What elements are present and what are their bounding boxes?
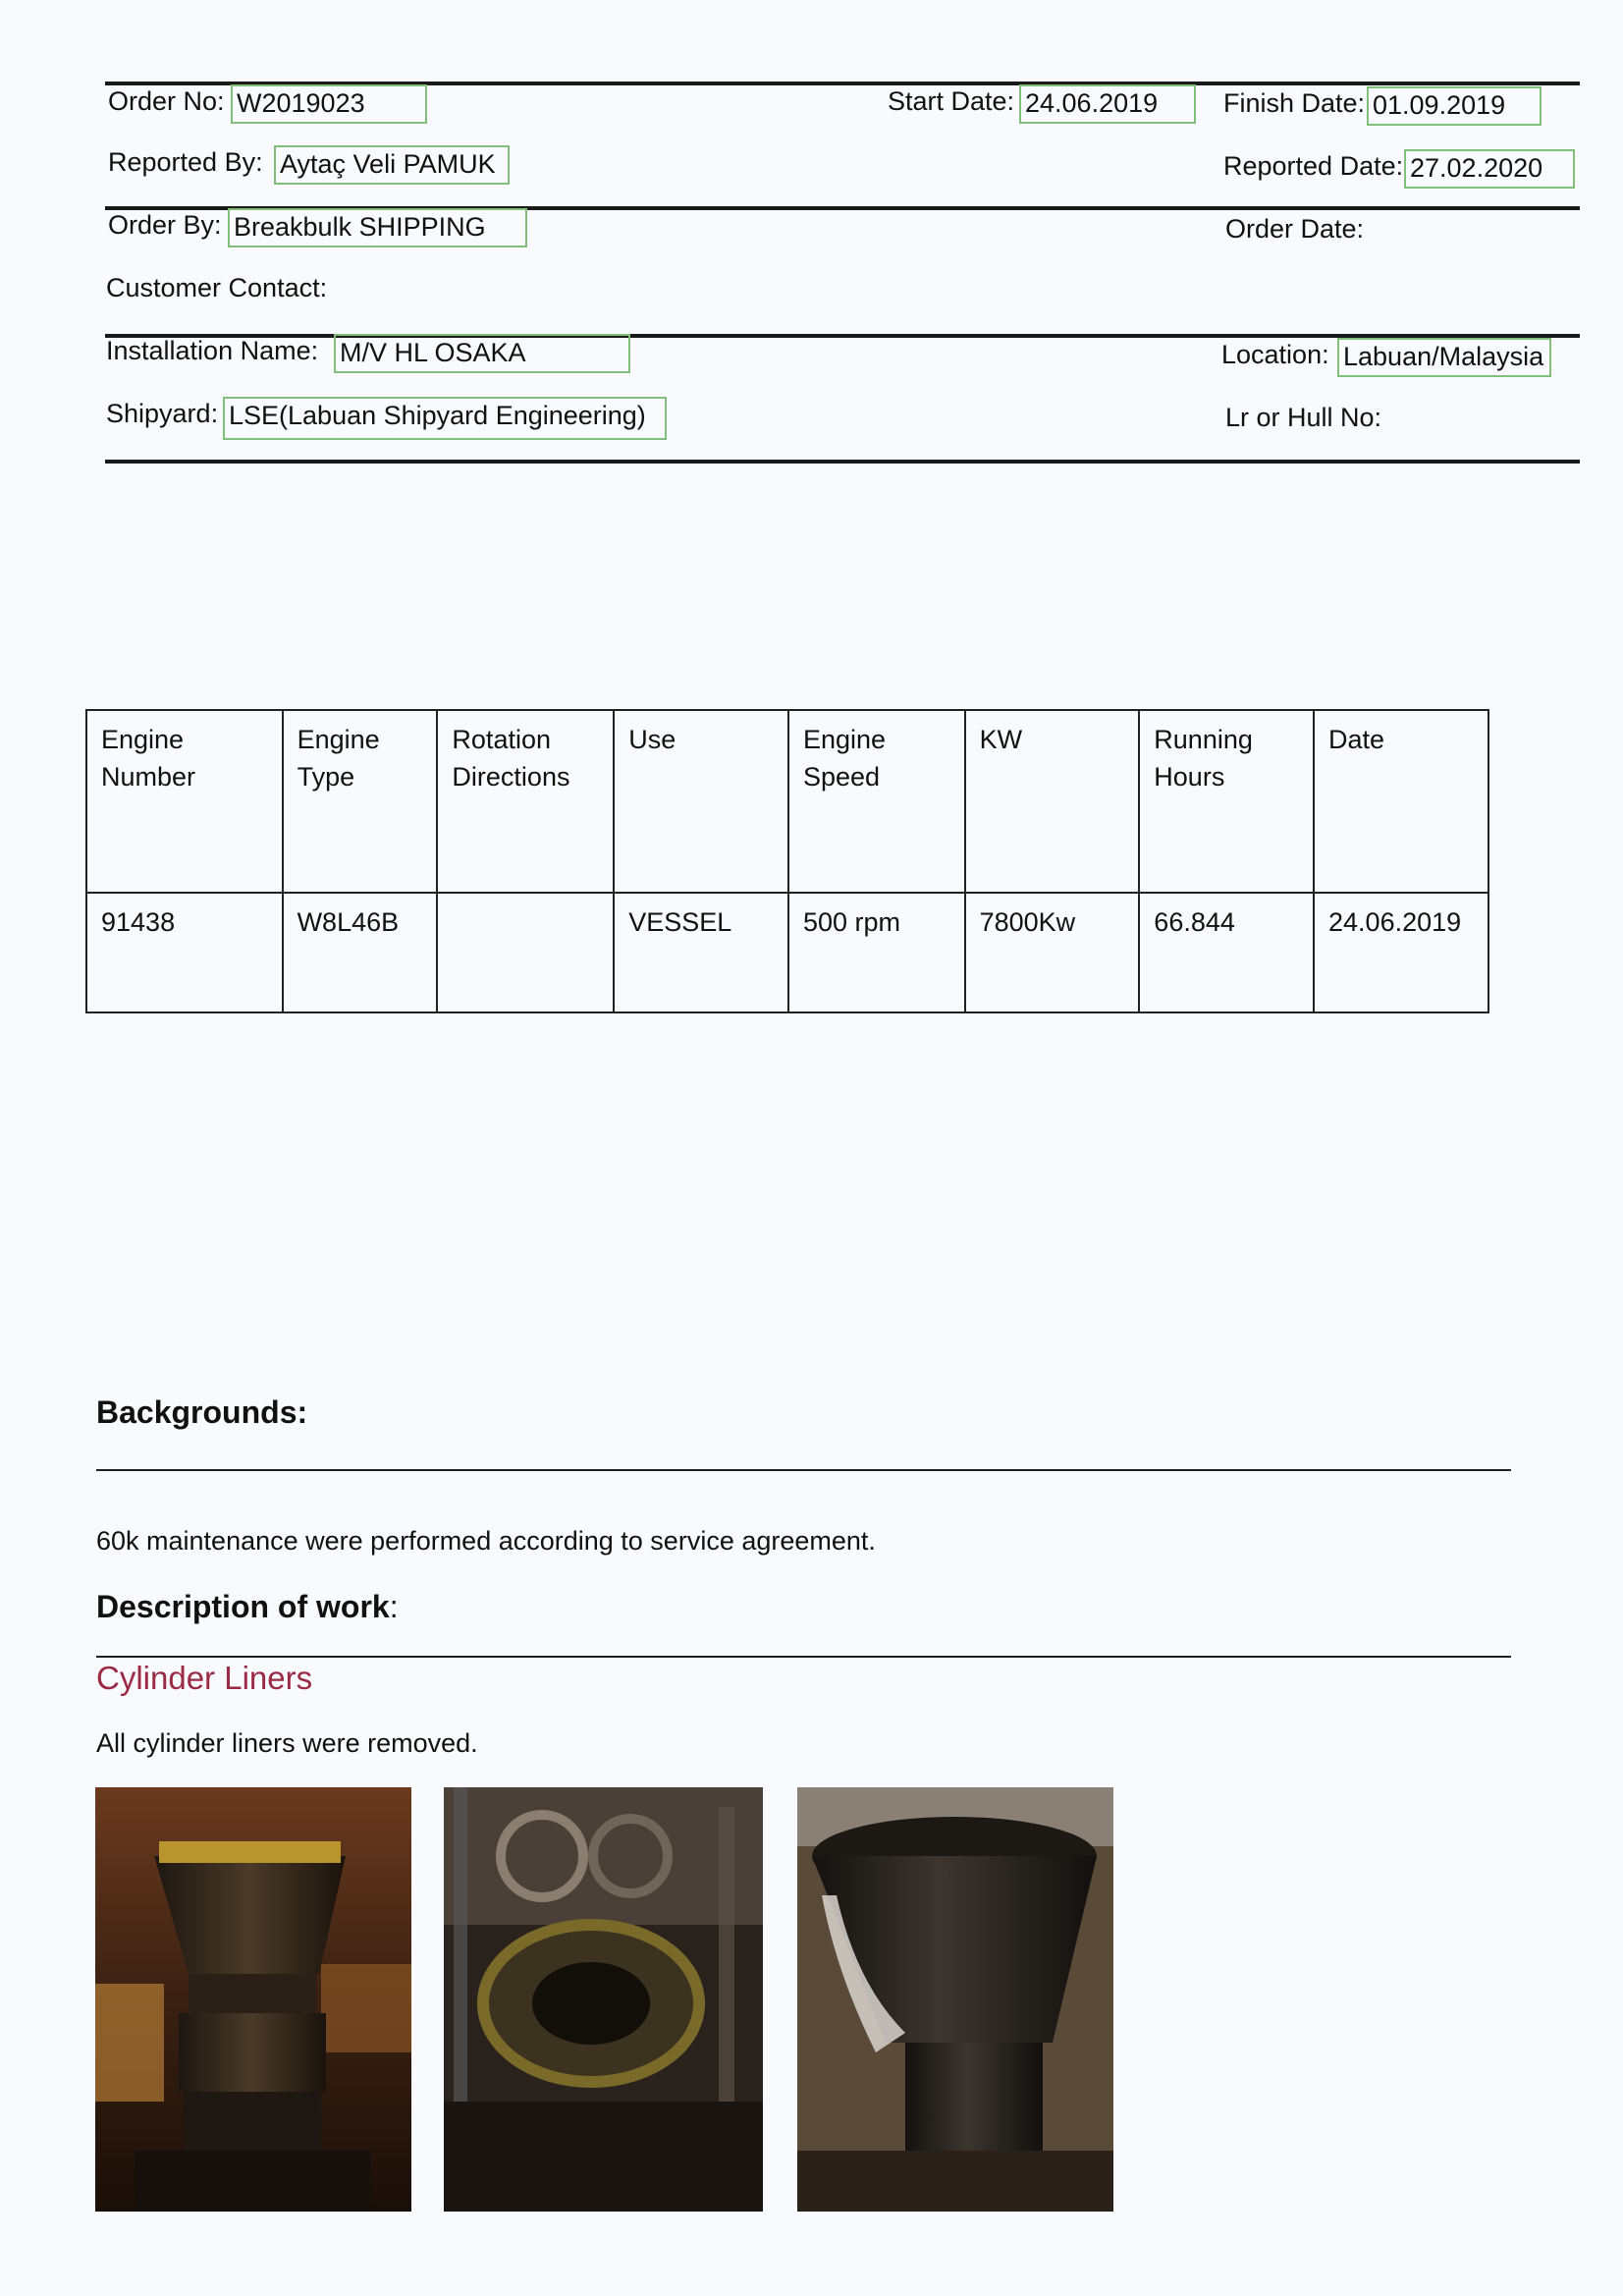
backgrounds-heading: Backgrounds: — [96, 1394, 308, 1430]
cylinder-liner-photo-1-image — [95, 1787, 411, 2212]
reported-date-value: 27.02.2020 — [1404, 149, 1575, 189]
engine-table-header-row — [86, 710, 1488, 893]
header-running-hours: Running Hours — [1139, 710, 1314, 893]
finish-date-label: Finish Date: — [1223, 88, 1366, 118]
header-engine-speed: Engine Speed — [788, 710, 965, 893]
description-heading-colon: : — [389, 1589, 399, 1624]
reported-date-label: Reported Date: — [1223, 151, 1404, 181]
header-rule-bottom — [105, 460, 1580, 464]
finish-date-value: 01.09.2019 — [1367, 86, 1542, 126]
customer-contact-label: Customer Contact: — [106, 273, 328, 302]
backgrounds-text: 60k maintenance were performed according to service agreement. — [96, 1526, 876, 1556]
header-date: Date — [1314, 710, 1488, 893]
header-engine-number: Engine Number — [86, 710, 283, 893]
cylinder-liner-photo-3-image — [797, 1787, 1113, 2212]
cylinder-liner-photo-1 — [95, 1787, 411, 2212]
description-rule — [96, 1656, 1511, 1658]
cell-engine-type: W8L46B — [283, 893, 438, 1012]
table-row — [86, 893, 1488, 1012]
header-rotation-directions: Rotation Directions — [437, 710, 614, 893]
installation-name-value: M/V HL OSAKA — [334, 334, 630, 373]
shipyard-label: Shipyard: — [106, 399, 219, 428]
cell-date: 24.06.2019 — [1314, 893, 1488, 1012]
order-date-label: Order Date: — [1225, 214, 1365, 244]
header-engine-type: Engine Type — [283, 710, 438, 893]
location-value: Labuan/Malaysia — [1337, 338, 1551, 377]
cell-engine-speed: 500 rpm — [788, 893, 965, 1012]
start-date-label: Start Date: — [888, 86, 1015, 116]
header-use: Use — [614, 710, 788, 893]
cell-rotation-directions — [437, 893, 614, 1012]
order-by-value: Breakbulk SHIPPING — [228, 208, 527, 247]
cylinder-liner-photo-3 — [797, 1787, 1113, 2212]
start-date-value: 24.06.2019 — [1019, 84, 1196, 124]
reported-by-value: Aytaç Veli PAMUK — [274, 145, 510, 185]
backgrounds-rule — [96, 1469, 1511, 1471]
cell-running-hours: 66.844 — [1139, 893, 1314, 1012]
cylinder-liner-photo-2 — [444, 1787, 763, 2212]
description-heading — [96, 1589, 399, 1625]
engine-table — [85, 709, 1489, 1013]
header-kw: KW — [965, 710, 1140, 893]
order-no-label: Order No: — [108, 86, 225, 116]
location-label: Location: — [1221, 340, 1329, 369]
cylinder-liners-heading: Cylinder Liners — [96, 1660, 313, 1696]
installation-name-label: Installation Name: — [106, 336, 319, 365]
reported-by-label: Reported By: — [108, 147, 263, 177]
description-heading-text: Description of work — [96, 1589, 390, 1624]
order-no-value: W2019023 — [231, 84, 427, 124]
cell-kw: 7800Kw — [965, 893, 1140, 1012]
cylinder-liner-photo-2-image — [444, 1787, 763, 2212]
order-by-label: Order By: — [108, 210, 222, 240]
cell-use: VESSEL — [614, 893, 788, 1012]
cylinder-liners-text: All cylinder liners were removed. — [96, 1728, 478, 1758]
hull-no-label: Lr or Hull No: — [1225, 403, 1382, 432]
shipyard-value: LSE(Labuan Shipyard Engineering) — [223, 397, 667, 440]
cell-engine-number: 91438 — [86, 893, 283, 1012]
